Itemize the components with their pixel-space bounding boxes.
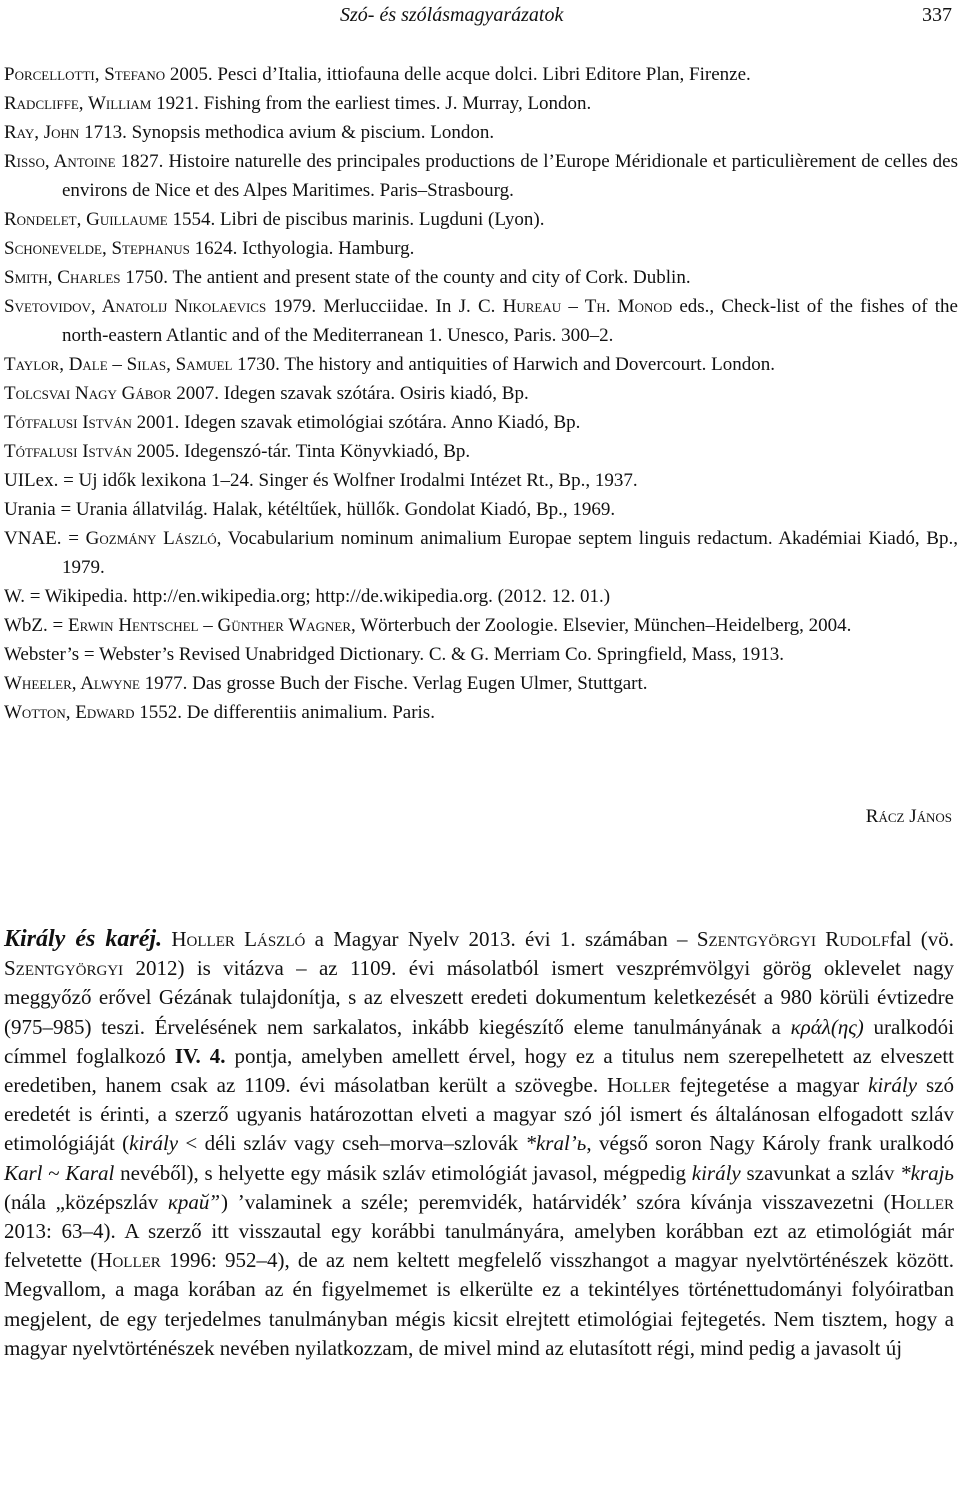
entry-author: Porcellotti, Stefano [4,64,166,85]
article-text: a Magyar Nyelv 2013. évi 1. számában – [305,927,697,951]
entry-text: 1977. Das grosse Buch der Fische. Verlag Eugen Ulmer, Stuttgart. [139,673,648,694]
cited-form: király [868,1073,918,1098]
article-text [162,927,171,951]
entry-text: 1552. De differentiis animalium. Paris. [134,702,435,723]
cited-form: *kral’ь [525,1131,587,1156]
entry-text: 2005. Idegenszó-tár. Tinta Könyvkiadó, Bp. [131,441,471,462]
entry-text: 1750. The antient and present state of the county and city of Cork. Dublin. [120,267,691,288]
bibliography-entry [4,118,958,147]
article-text: pontja, amelyben amellett érvel, hogy ez a titulus nem szerepelhetett az elveszett eredetiben, hanem csak az 1109. évi másolatban került a szövegbe. [4,1043,954,1098]
article-text: ) ’valaminek a széle; peremvidék, határvidék’ szóra kívánja visszavezetni ( [221,1189,891,1214]
running-head [0,0,960,30]
entry-author: Tótfalusi István [4,412,132,433]
bibliography-entry [4,379,958,408]
bibliography-entry [4,60,958,89]
article-text: ~ [42,1160,66,1185]
bibliography-entry [4,263,958,292]
article-text: < déli szláv vagy cseh–morva–szlovák [178,1131,526,1156]
cited-form: király [129,1131,179,1156]
entry-author: Taylor, Dale – Silas, Samuel [4,354,233,375]
article-text: fejtegetése a magyar [670,1073,869,1098]
entry-text: 1921. Fishing from the earliest times. J. Murray, London. [151,93,592,114]
cited-form: Karal [65,1160,115,1185]
cited-form: király [691,1160,741,1185]
article-text: 2012) is vitázva – az 1109. évi másolatból ismert veszprémvölgyi görög oklevelet nagy meggyőző erővel Gézának tulajdonítja, s az elveszett eredeti dokumentum keletkezését a 980 körüli évtizedre (975–985) teszi. Érvelésének nem sarkalatos, inkább kiegészítő eleme tanulmányának a [4,956,954,1039]
article-text: 1996: 952–4), de az nem keltett megfelelő visszhangot a magyar nyelvtörténészek között. Megvallom, a maga korában az én figyelmemet is elkerülte ez a tekintélyes történettudományi folyóiratban megjelent, de egy terjedelmes tanulmányban mégis kicsit elrejtett etimológiai fejtegetés. Nem tisztem, hogy a magyar nyelvtörténészek nevében nyilatkozzam, de mivel mind az elutasított régi, mind pedig a javasolt új [4,1248,955,1360]
cited-author: Holler [606,1073,671,1098]
cited-author: Holler [890,1189,954,1214]
bibliography-entry [4,640,958,669]
entry-author: Wheeler, Alwyne [4,673,140,694]
cited-form: κράλ(ης) [790,1014,864,1039]
bibliography-entry [4,524,958,582]
entry-author: Rondelet, Guillaume [4,209,168,230]
bibliography-entry [4,437,958,466]
entry-author: Smith, Charles [4,267,121,288]
entry-text: UILex. = Uj idők lexikona 1–24. Singer és Wolfner Irodalmi Intézet Rt., Bp., 1937. [4,470,638,491]
article-text: IV. 4. [174,1043,226,1068]
entry-text: Urania = Urania állatvilág. Halak, kétéltűek, hüllők. Gondolat Kiadó, Bp., 1969. [4,499,616,520]
entry-text: , Vocabularium nominum animalium Europae septem linguis redactum. Akadémiai Kiadó, Bp., 1979. [62,528,958,578]
entry-author: Radcliffe, William [4,93,152,114]
cited-author: Holler László [171,927,306,951]
entry-text: 1554. Libri de piscibus marinis. Lugduni (Lyon). [167,209,545,230]
entry-author: Risso, Antoine [4,151,116,172]
entry-text: 1730. The history and antiquities of Harwich and Dovercourt. London. [232,354,776,375]
entry-text: 1979. Merlucciidae. In [266,296,459,317]
entry-author: Tótfalusi István [4,441,132,462]
cited-author: Szentgyörgyi Rudolf [696,927,890,951]
cited-form: *krajь [900,1160,954,1185]
article-text: 2013: 63–4). A szerző itt visszautal egy korábbi tanulmányára, amelyben korábban ezt az etimológiát már felvetette ( [4,1219,954,1273]
cited-author: Szentgyörgyi [4,956,124,981]
article-headword: Király és karéj. [4,926,163,952]
entry-text: W. = Wikipedia. http://en.wikipedia.org; http://de.wikipedia.org. (2012. 12. 01.) [4,586,611,607]
entry-text: 1713. Synopsis methodica avium & piscium. London. [79,122,495,143]
entry-text: , Wörterbuch der Zoologie. Elsevier, München–Heidelberg, 2004. [351,615,852,636]
entry-text: 2005. Pesci d’Italia, ittiofauna delle acque dolci. Libri Editore Plan, Firenze. [165,64,751,85]
bibliography-entry [4,147,958,205]
article [4,925,954,1363]
entry-editor: J. C. Hureau – Th. Monod [458,296,673,317]
article-text: szó eredetét is érinti, a szerző ugyanis határozottan elveti a magyar szó jól ismert és általánosan elfogadott szláv etimológiáját ( [4,1073,954,1156]
bibliography-entry [4,495,958,524]
cited-author: Holler [97,1248,161,1273]
entry-text: 1624. Icthyologia. Hamburg. [189,238,415,259]
article-text: , végső soron Nagy Károly frank uralkodó [586,1131,954,1156]
entry-text: 2001. Idegen szavak etimológiai szótára. Anno Kiadó, Bp. [131,412,581,433]
entry-editor: Erwin Hentschel – Günther Wagner [68,615,352,636]
bibliography-entry [4,408,958,437]
entry-author: Ray, John [4,122,80,143]
article-text: uralkodói címmel foglalkozó [4,1014,954,1068]
running-head-title: Szó- és szólásmagyarázatok [340,4,564,26]
entry-author: Tolcsvai Nagy Gábor [4,383,172,404]
entry-text: 1827. Histoire naturelle des principales productions de l’Europe Méridionale et particulièrement de celles des environs de Nice et des Alpes Maritimes. Paris–Strasbourg. [62,151,958,201]
bibliography-entry [4,698,958,727]
article-paragraph [4,925,954,1363]
entry-text: Webster’s = Webster’s Revised Unabridged Dictionary. C. & G. Merriam Co. Springfield, Mass, 1913. [4,644,785,665]
entry-author: Schonevelde, Stephanus [4,238,190,259]
article-text: fal (vö. [889,927,954,951]
bibliography-entry [4,350,958,379]
entry-text: eds., Check-list of the fishes of the north-eastern Atlantic and of the Mediterranean 1. Unesco, Paris. 300–2. [62,296,958,346]
entry-text: VNAE. = [4,528,86,549]
entry-editor: Gozmány László [85,528,217,549]
entry-text: WbZ. = [4,615,69,636]
bibliography-entry [4,89,958,118]
bibliography-entry [4,582,958,611]
article-text: nevéből), s helyette egy másik szláv etimológiát javasol, mégpedig [114,1160,692,1185]
author-signature: Rácz János [865,806,952,827]
entry-author: Wotton, Edward [4,702,135,723]
bibliography-entry [4,466,958,495]
entry-author: Svetovidov, Anatolij Nikolaevics [4,296,267,317]
bibliography-entry [4,611,958,640]
bibliography-list [4,60,958,727]
page-number: 337 [922,4,952,26]
cited-form: Karl [4,1160,43,1185]
article-text: szavunkat a szláv [740,1160,901,1185]
bibliography-entry [4,669,958,698]
cited-form: крайˮ [168,1189,222,1214]
article-text: (nála „középszláv [4,1189,169,1214]
bibliography-entry [4,292,958,350]
entry-text: 2007. Idegen szavak szótára. Osiris kiadó, Bp. [171,383,529,404]
bibliography-entry [4,205,958,234]
bibliography-entry [4,234,958,263]
